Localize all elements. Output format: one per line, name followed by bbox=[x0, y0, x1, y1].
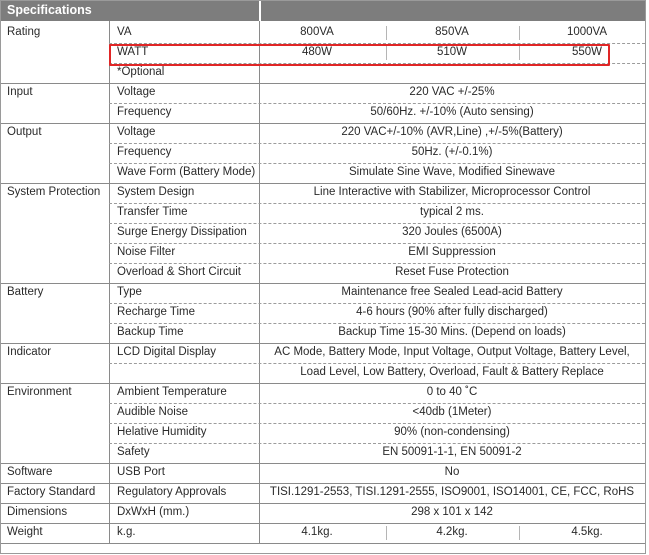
category-label: Battery bbox=[7, 286, 44, 298]
spec-value: typical 2 ms. bbox=[420, 206, 484, 218]
parameter-label: USB Port bbox=[117, 466, 165, 478]
spec-value: 90% (non-condensing) bbox=[394, 426, 510, 438]
spec-value: 320 Joules (6500A) bbox=[402, 226, 502, 238]
category-label: Factory Standard bbox=[7, 486, 96, 498]
parameter-label: Surge Energy Dissipation bbox=[117, 226, 247, 238]
parameter-label: Frequency bbox=[117, 106, 172, 118]
model-column-divider bbox=[386, 26, 387, 40]
parameter-label: Safety bbox=[117, 446, 150, 458]
category-label: Weight bbox=[7, 526, 43, 538]
table-bottom bbox=[1, 543, 645, 544]
row-divider bbox=[109, 403, 645, 404]
spec-value: AC Mode, Battery Mode, Input Voltage, Output Voltage, Battery Level, bbox=[274, 346, 630, 358]
parameter-label: Audible Noise bbox=[117, 406, 188, 418]
spec-value: TISI.1291-2553, TISI.1291-2555, ISO9001, ISO14001, CE, FCC, RoHS bbox=[269, 486, 635, 498]
parameter-label: Type bbox=[117, 286, 142, 298]
section-divider bbox=[1, 463, 645, 464]
spec-value: 298 x 101 x 142 bbox=[411, 506, 493, 518]
model-value: 550W bbox=[571, 46, 603, 58]
parameter-label: Transfer Time bbox=[117, 206, 188, 218]
spec-value: 220 VAC +/-25% bbox=[409, 86, 495, 98]
model-column-divider bbox=[386, 526, 387, 540]
category-label: Input bbox=[7, 86, 33, 98]
spec-value: 4-6 hours (90% after fully discharged) bbox=[356, 306, 548, 318]
parameter-label: Recharge Time bbox=[117, 306, 195, 318]
category-label: Rating bbox=[7, 26, 41, 38]
model-value: 4.2kg. bbox=[436, 526, 468, 538]
parameter-label: LCD Digital Display bbox=[117, 346, 217, 358]
parameter-label: Helative Humidity bbox=[117, 426, 207, 438]
section-divider bbox=[1, 83, 645, 84]
parameter-label: Ambient Temperature bbox=[117, 386, 227, 398]
column-divider-value bbox=[259, 21, 260, 543]
model-value: 4.5kg. bbox=[571, 526, 603, 538]
parameter-label: Frequency bbox=[117, 146, 172, 158]
parameter-label: Noise Filter bbox=[117, 246, 176, 258]
model-column-divider bbox=[519, 26, 520, 40]
model-value: 4.1kg. bbox=[301, 526, 333, 538]
spec-value: 0 to 40 ˚C bbox=[426, 386, 478, 398]
spec-value: No bbox=[444, 466, 460, 478]
model-value: 800VA bbox=[300, 26, 334, 38]
parameter-label: Voltage bbox=[117, 126, 156, 138]
section-divider bbox=[1, 503, 645, 504]
spec-value: <40db (1Meter) bbox=[412, 406, 492, 418]
parameter-label: DxWxH (mm.) bbox=[117, 506, 190, 518]
category-label: Output bbox=[7, 126, 42, 138]
parameter-label: Backup Time bbox=[117, 326, 184, 338]
spec-value: Maintenance free Sealed Lead-acid Battery bbox=[341, 286, 563, 298]
parameter-label: WATT bbox=[117, 46, 149, 58]
row-divider bbox=[109, 143, 645, 144]
spec-value: Line Interactive with Stabilizer, Microprocessor Control bbox=[313, 186, 591, 198]
model-value: 850VA bbox=[435, 26, 469, 38]
category-label: Environment bbox=[7, 386, 72, 398]
parameter-label: Overload & Short Circuit bbox=[117, 266, 241, 278]
spec-value: 50Hz. (+/-0.1%) bbox=[411, 146, 493, 158]
category-label: Indicator bbox=[7, 346, 52, 358]
parameter-label: System Design bbox=[117, 186, 195, 198]
row-divider bbox=[109, 443, 645, 444]
parameter-label: Regulatory Approvals bbox=[117, 486, 227, 498]
row-divider bbox=[109, 203, 645, 204]
category-label: Software bbox=[7, 466, 53, 478]
table-header bbox=[1, 1, 645, 21]
parameter-label: VA bbox=[117, 26, 132, 38]
section-divider bbox=[1, 383, 645, 384]
spec-value: EN 50091-1-1, EN 50091-2 bbox=[382, 446, 522, 458]
spec-value: EMI Suppression bbox=[408, 246, 496, 258]
category-label: System Protection bbox=[7, 186, 101, 198]
parameter-label: Wave Form (Battery Mode) bbox=[117, 166, 256, 178]
spec-value: Backup Time 15-30 Mins. (Depend on loads) bbox=[338, 326, 566, 338]
spec-value: Simulate Sine Wave, Modified Sinewave bbox=[348, 166, 556, 178]
parameter-label: k.g. bbox=[117, 526, 136, 538]
model-column-divider bbox=[519, 526, 520, 540]
header-divider bbox=[259, 1, 261, 21]
row-divider bbox=[109, 243, 645, 244]
spec-value: Reset Fuse Protection bbox=[395, 266, 509, 278]
parameter-label: *Optional bbox=[117, 66, 165, 78]
category-label: Dimensions bbox=[7, 506, 68, 518]
model-value: 1000VA bbox=[566, 26, 608, 38]
model-value: 480W bbox=[301, 46, 333, 58]
column-divider-param bbox=[109, 21, 110, 543]
spec-value: 50/60Hz. +/-10% (Auto sensing) bbox=[370, 106, 534, 118]
parameter-label: Voltage bbox=[117, 86, 156, 98]
watt-row-highlight bbox=[109, 44, 610, 66]
model-value: 510W bbox=[436, 46, 468, 58]
table-title: Specifications bbox=[7, 3, 92, 17]
spec-value: 220 VAC+/-10% (AVR,Line) ,+/-5%(Battery) bbox=[341, 126, 563, 138]
spec-value: Load Level, Low Battery, Overload, Fault & Battery Replace bbox=[300, 366, 604, 378]
